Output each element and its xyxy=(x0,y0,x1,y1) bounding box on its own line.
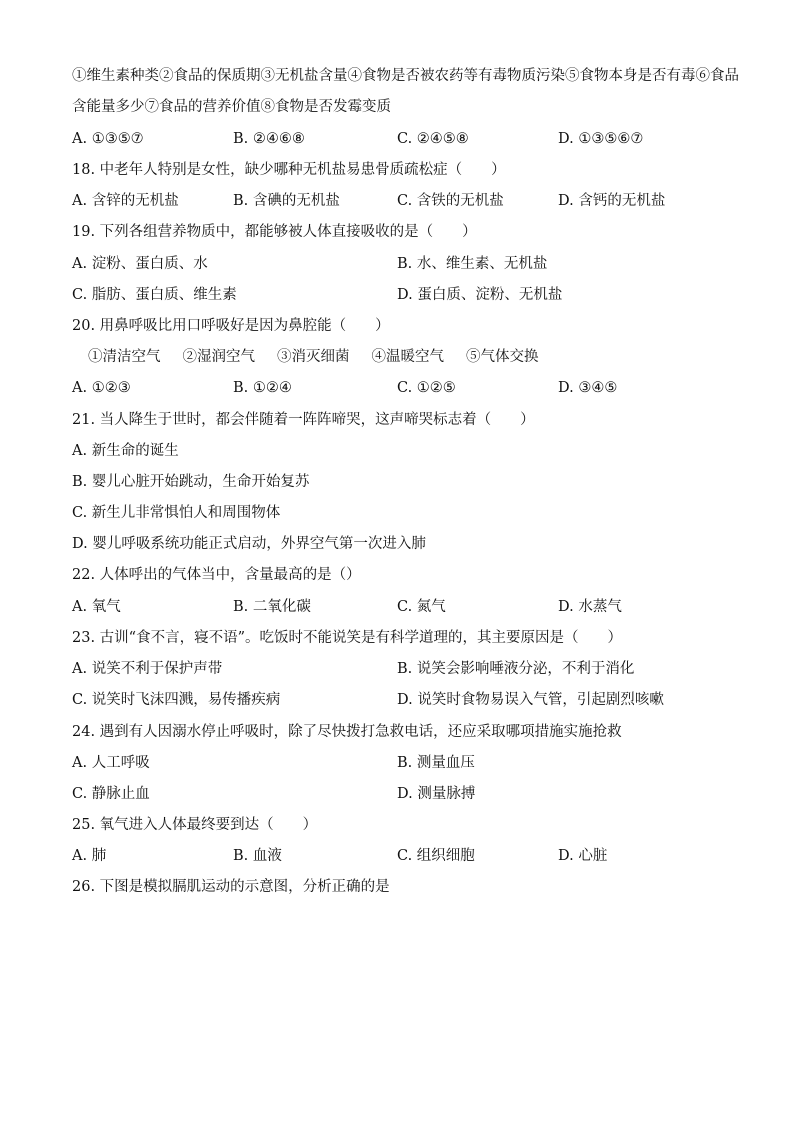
q25-option-a[interactable]: A. 肺 xyxy=(72,848,107,864)
q20-stem: 20. 用鼻呼吸比用口呼吸好是因为鼻腔能（ ） xyxy=(72,318,390,334)
q20-item-1: ①清洁空气 xyxy=(88,349,161,365)
q25-option-b[interactable]: B. 血液 xyxy=(233,848,282,864)
q17-text-line-1: ①维生素种类②食品的保质期③无机盐含量④食物是否被农药等有毒物质污染⑤食物本身是否有毒⑥食品 xyxy=(72,68,739,84)
q18-option-d[interactable]: D. 含钙的无机盐 xyxy=(558,193,666,209)
q19-stem: 19. 下列各组营养物质中，都能够被人体直接吸收的是（ ） xyxy=(72,224,477,240)
q23-option-b[interactable]: B. 说笑会影响唾液分泌，不利于消化 xyxy=(397,661,635,677)
q17-text-line-2: 含能量多少⑦食品的营养价值⑧食物是否发霉变质 xyxy=(72,99,391,115)
q17-option-a[interactable]: A. ①③⑤⑦ xyxy=(72,131,144,147)
q20-item-5: ⑤气体交换 xyxy=(466,349,539,365)
q20-option-d[interactable]: D. ③④⑤ xyxy=(558,380,618,396)
q19-option-c[interactable]: C. 脂肪、蛋白质、维生素 xyxy=(72,287,237,303)
q17-option-b[interactable]: B. ②④⑥⑧ xyxy=(233,131,305,147)
q23-stem: 23. 古训“食不言，寝不语”。吃饭时不能说笑是有科学道理的，其主要原因是（ ） xyxy=(72,630,622,646)
q22-stem: 22. 人体呼出的气体当中，含量最高的是（） xyxy=(72,567,361,583)
q21-stem: 21. 当人降生于世时，都会伴随着一阵阵啼哭，这声啼哭标志着（ ） xyxy=(72,412,535,428)
q24-option-a[interactable]: A. 人工呼吸 xyxy=(72,755,150,771)
q19-option-a[interactable]: A. 淀粉、蛋白质、水 xyxy=(72,256,208,272)
q21-option-a[interactable]: A. 新生命的诞生 xyxy=(72,443,179,459)
q18-stem: 18. 中老年人特别是女性，缺少哪种无机盐易患骨质疏松症（ ） xyxy=(72,162,506,178)
q25-option-c[interactable]: C. 组织细胞 xyxy=(397,848,475,864)
q22-option-b[interactable]: B. 二氧化碳 xyxy=(233,599,311,615)
q20-option-b[interactable]: B. ①②④ xyxy=(233,380,292,396)
q23-option-d[interactable]: D. 说笑时食物易误入气管，引起剧烈咳嗽 xyxy=(397,692,664,708)
q19-option-b[interactable]: B. 水、维生素、无机盐 xyxy=(397,256,548,272)
q20-item-4: ④温暖空气 xyxy=(371,349,444,365)
q18-option-a[interactable]: A. 含锌的无机盐 xyxy=(72,193,179,209)
q20-option-a[interactable]: A. ①②③ xyxy=(72,380,131,396)
q20-option-c[interactable]: C. ①②⑤ xyxy=(397,380,456,396)
q22-option-d[interactable]: D. 水蒸气 xyxy=(558,599,622,615)
q21-option-b[interactable]: B. 婴儿心脏开始跳动，生命开始复苏 xyxy=(72,474,310,490)
q20-item-2: ②湿润空气 xyxy=(182,349,255,365)
q23-option-c[interactable]: C. 说笑时飞沫四溅，易传播疾病 xyxy=(72,692,281,708)
q21-option-d[interactable]: D. 婴儿呼吸系统功能正式启动，外界空气第一次进入肺 xyxy=(72,536,426,552)
q21-option-c[interactable]: C. 新生儿非常惧怕人和周围物体 xyxy=(72,505,281,521)
q17-option-d[interactable]: D. ①③⑤⑥⑦ xyxy=(558,131,644,147)
q18-option-b[interactable]: B. 含碘的无机盐 xyxy=(233,193,340,209)
q24-option-b[interactable]: B. 测量血压 xyxy=(397,755,475,771)
q20-items xyxy=(88,347,561,367)
q22-option-c[interactable]: C. 氮气 xyxy=(397,599,446,615)
q22-option-a[interactable]: A. 氧气 xyxy=(72,599,121,615)
q25-option-d[interactable]: D. 心脏 xyxy=(558,848,608,864)
q24-stem: 24. 遇到有人因溺水停止呼吸时，除了尽快拨打急救电话，还应采取哪项措施实施抢救 xyxy=(72,724,622,740)
q19-option-d[interactable]: D. 蛋白质、淀粉、无机盐 xyxy=(397,287,563,303)
q20-item-3: ③消灭细菌 xyxy=(277,349,350,365)
q24-option-c[interactable]: C. 静脉止血 xyxy=(72,786,150,802)
q24-option-d[interactable]: D. 测量脉搏 xyxy=(397,786,476,802)
q25-stem: 25. 氧气进入人体最终要到达（ ） xyxy=(72,817,318,833)
q18-option-c[interactable]: C. 含铁的无机盐 xyxy=(397,193,504,209)
q23-option-a[interactable]: A. 说笑不利于保护声带 xyxy=(72,661,223,677)
q17-option-c[interactable]: C. ②④⑤⑧ xyxy=(397,131,469,147)
q26-stem: 26. 下图是模拟膈肌运动的示意图，分析正确的是 xyxy=(72,879,390,895)
